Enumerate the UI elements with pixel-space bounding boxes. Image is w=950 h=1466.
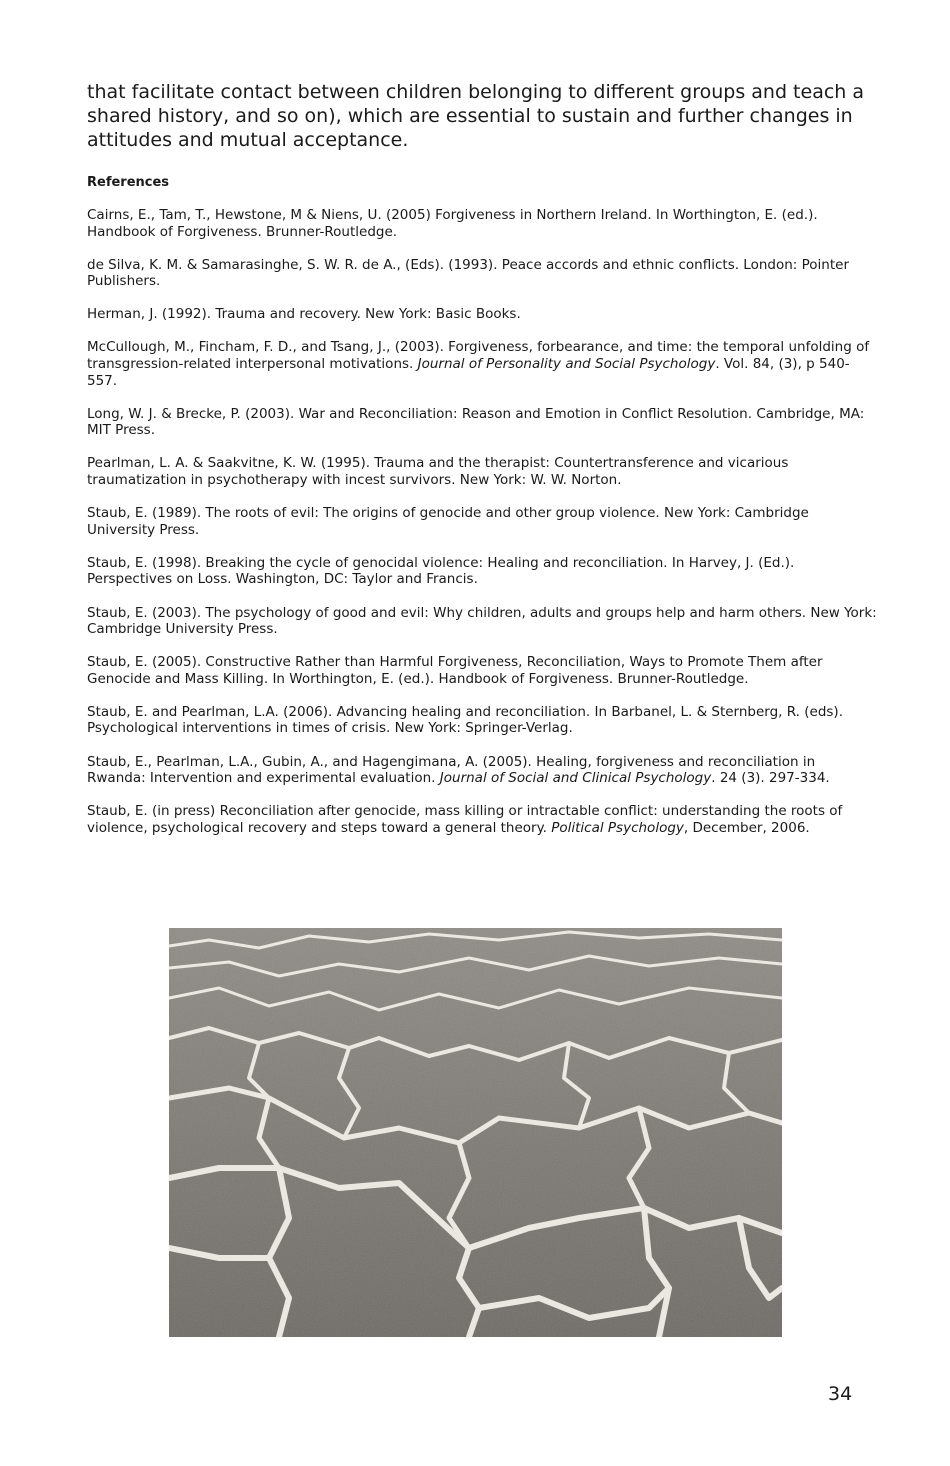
reference-entry [87, 654, 877, 687]
reference-entry [87, 406, 877, 439]
reference-entry [87, 455, 877, 488]
reference-text: Staub, E., Pearlman, L.A., Gubin, A., and Hagengimana, A. (2005). Healing, forgiveness and reconciliation in Rwanda: Intervention and experimental evaluation. [87, 753, 816, 787]
page-content [87, 80, 877, 853]
reference-text: Cairns, E., Tam, T., Hewstone, M & Niens, U. (2005) Forgiveness in Northern Ireland. In Worthington, E. (ed.). Handbook of Forgiveness. Brunner-Routledge. [87, 207, 818, 240]
page-number: 34 [828, 1383, 853, 1405]
references-list [87, 207, 877, 836]
reference-text-tail: . 24 (3). 297-334. [711, 770, 830, 787]
references-heading: References [87, 175, 170, 190]
reference-text: Long, W. J. & Brecke, P. (2003). War and Reconciliation: Reason and Emotion in Conflict Resolution. Cambridge, MA: MIT Press. [87, 405, 865, 439]
reference-entry [87, 555, 877, 588]
reference-entry [87, 605, 877, 638]
intro-paragraph: that facilitate contact between children belonging to different groups and teach a shared history, and so on), which are essential to sustain and further changes in attitudes and mutual acceptance. [87, 81, 865, 151]
cracked-earth-photo [169, 928, 782, 1337]
reference-text: Staub, E. (2005). Constructive Rather than Harmful Forgiveness, Reconciliation, Ways to Promote Them after Genocide and Mass Killing. In Worthington, E. (ed.). Handbook of Forgiveness. Brunner-Routledge. [87, 654, 823, 687]
reference-text: Pearlman, L. A. & Saakvitne, K. W. (1995). Trauma and the therapist: Countertransference and vicarious traumatization in psychotherapy with incest survivors. New York: W. W. Norton. [87, 455, 789, 489]
reference-entry [87, 207, 877, 240]
reference-text: Herman, J. (1992). Trauma and recovery. New York: Basic Books. [87, 306, 521, 323]
reference-entry [87, 257, 877, 290]
reference-entry [87, 754, 877, 787]
cracked-earth-image [169, 928, 782, 1337]
reference-text: Staub, E. (1998). Breaking the cycle of genocidal violence: Healing and reconciliation. In Harvey, J. (Ed.). Perspectives on Loss. Washington, DC: Taylor and Francis. [87, 554, 795, 588]
reference-text: Staub, E. (1989). The roots of evil: The origins of genocide and other group violence. New York: Cambridge University Press. [87, 505, 809, 538]
reference-text: Staub, E. (2003). The psychology of good and evil: Why children, adults and groups help and harm others. New York: Cambridge University Press. [87, 604, 877, 638]
reference-journal: Journal of Social and Clinical Psychology [439, 770, 712, 787]
reference-journal: Journal of Personality and Social Psychology [417, 356, 716, 373]
reference-text: Staub, E. (in press) Reconciliation after genocide, mass killing or intractable conflict: understanding the roots of violence, psychological recovery and steps toward a general theory. [87, 803, 843, 836]
reference-entry [87, 306, 877, 323]
reference-entry [87, 704, 877, 737]
reference-entry [87, 803, 877, 836]
reference-text-tail: , December, 2006. [683, 819, 810, 836]
reference-entry [87, 339, 877, 389]
reference-entry [87, 505, 877, 538]
reference-text: de Silva, K. M. & Samarasinghe, S. W. R. de A., (Eds). (1993). Peace accords and ethnic conflicts. London: Pointer Publishers. [87, 256, 850, 290]
reference-journal: Political Psychology [551, 819, 684, 836]
reference-text: McCullough, M., Fincham, F. D., and Tsang, J., (2003). Forgiveness, forbearance, and time: the temporal unfolding of transgression-related interpersonal motivations. [87, 339, 870, 373]
reference-text: Staub, E. and Pearlman, L.A. (2006). Advancing healing and reconciliation. In Barbanel, L. & Sternberg, R. (eds). Psychological interventions in times of crisis. New York: Springer-Verlag. [87, 703, 843, 737]
reference-text-tail: . Vol. 84, (3), p 540-557. [87, 356, 850, 389]
